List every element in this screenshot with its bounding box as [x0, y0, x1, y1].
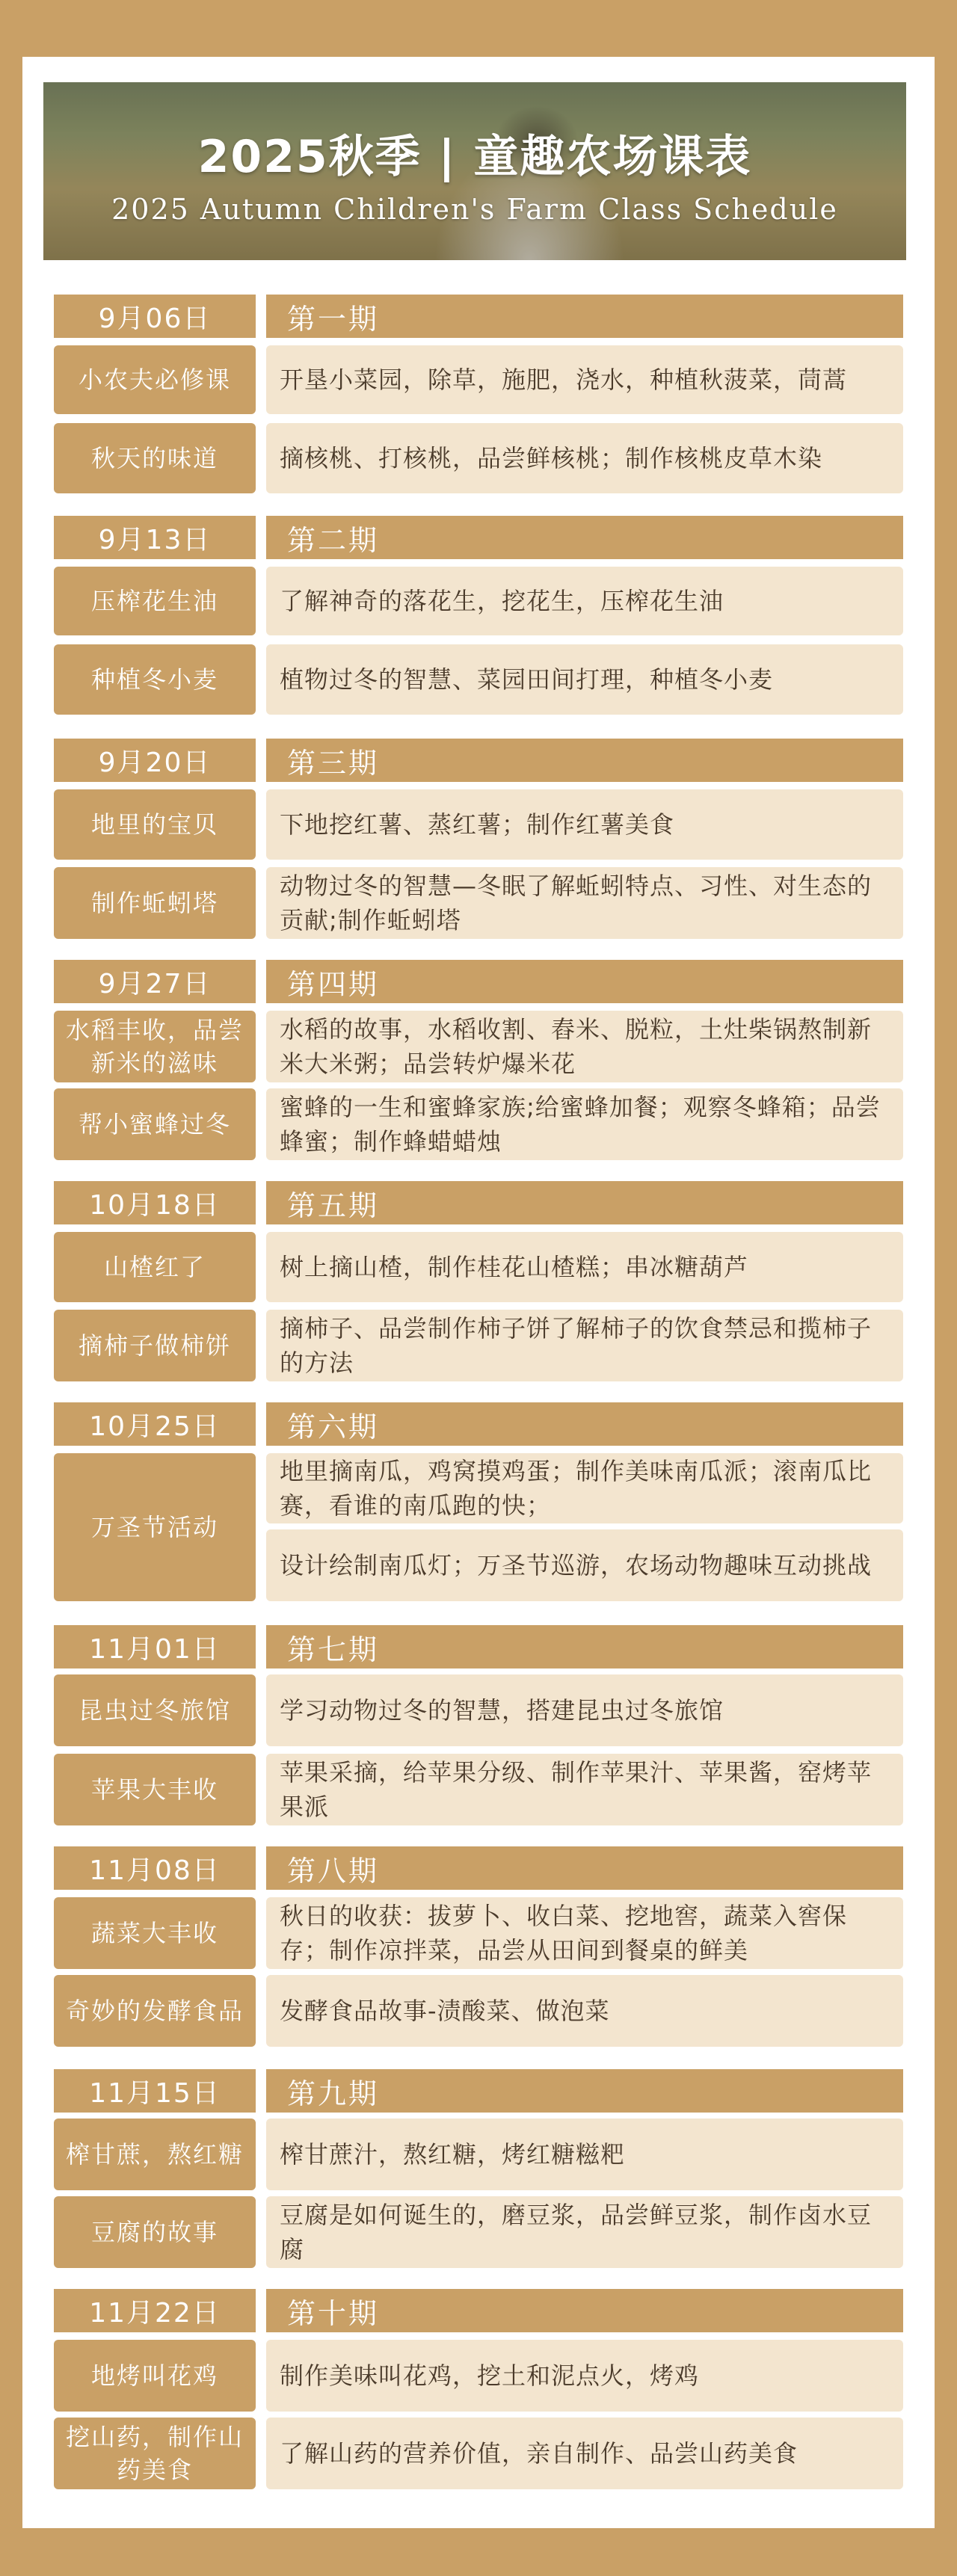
session-period: 第六期 [266, 1402, 903, 1446]
session-period: 第十期 [266, 2289, 903, 2332]
session-date: 11月01日 [54, 1625, 256, 1668]
class-name: 摘柿子做柿饼 [54, 1310, 256, 1381]
class-description: 了解山药的营养价值，亲自制作、品尝山药美食 [266, 2418, 903, 2489]
class-name: 小农夫必修课 [54, 345, 256, 414]
class-description: 豆腐是如何诞生的，磨豆浆，品尝鲜豆浆，制作卤水豆腐 [266, 2196, 903, 2268]
class-name: 地里的宝贝 [54, 789, 256, 860]
class-name: 水稻丰收，品尝新米的滋味 [54, 1011, 256, 1082]
class-name: 山楂红了 [54, 1232, 256, 1302]
page-title: 2025秋季 | 童趣农场课表 [197, 131, 752, 183]
session-date: 9月06日 [54, 295, 256, 338]
class-name: 奇妙的发酵食品 [54, 1975, 256, 2047]
class-name: 豆腐的故事 [54, 2196, 256, 2268]
class-description: 摘核桃、打核桃，品尝鲜核桃；制作核桃皮草木染 [266, 423, 903, 493]
page-subtitle: 2025 Autumn Children's Farm Class Schedule [111, 193, 838, 226]
session-date: 9月20日 [54, 739, 256, 782]
class-description: 榨甘蔗汁，熬红糖，烤红糖糍粑 [266, 2119, 903, 2190]
session-date: 10月18日 [54, 1181, 256, 1224]
class-name: 昆虫过冬旅馆 [54, 1674, 256, 1746]
class-description: 开垦小菜园，除草，施肥，浇水，种植秋菠菜，茼蒿 [266, 345, 903, 414]
class-name: 挖山药，制作山药美食 [54, 2418, 256, 2489]
class-name: 压榨花生油 [54, 567, 256, 635]
class-description: 下地挖红薯、蒸红薯；制作红薯美食 [266, 789, 903, 860]
class-name: 地烤叫花鸡 [54, 2340, 256, 2412]
class-description: 设计绘制南瓜灯；万圣节巡游，农场动物趣味互动挑战 [266, 1529, 903, 1601]
session-period: 第七期 [266, 1625, 903, 1668]
session-period: 第九期 [266, 2069, 903, 2113]
class-description: 植物过冬的智慧、菜园田间打理，种植冬小麦 [266, 644, 903, 715]
class-name: 苹果大丰收 [54, 1754, 256, 1825]
session-period: 第一期 [266, 295, 903, 338]
session-date: 11月22日 [54, 2289, 256, 2332]
class-description: 水稻的故事，水稻收割、舂米、脱粒，土灶柴锅熬制新米大米粥；品尝转炉爆米花 [266, 1011, 903, 1082]
class-description: 制作美味叫花鸡，挖土和泥点火，烤鸡 [266, 2340, 903, 2412]
class-name: 制作蚯蚓塔 [54, 867, 256, 939]
class-description: 动物过冬的智慧—冬眠了解蚯蚓特点、习性、对生态的贡献;制作蚯蚓塔 [266, 867, 903, 939]
class-description: 了解神奇的落花生，挖花生，压榨花生油 [266, 567, 903, 635]
session-period: 第八期 [266, 1846, 903, 1890]
class-description: 发酵食品故事-渍酸菜、做泡菜 [266, 1975, 903, 2047]
class-description: 摘柿子、品尝制作柿子饼了解柿子的饮食禁忌和揽柿子的方法 [266, 1310, 903, 1381]
session-period: 第二期 [266, 516, 903, 559]
class-description: 学习动物过冬的智慧，搭建昆虫过冬旅馆 [266, 1674, 903, 1746]
session-date: 11月15日 [54, 2069, 256, 2113]
session-date: 9月27日 [54, 960, 256, 1003]
session-period: 第五期 [266, 1181, 903, 1224]
class-description: 苹果采摘，给苹果分级、制作苹果汁、苹果酱，窑烤苹果派 [266, 1754, 903, 1825]
class-name: 榨甘蔗，熬红糖 [54, 2119, 256, 2190]
class-description: 树上摘山楂，制作桂花山楂糕；串冰糖葫芦 [266, 1232, 903, 1302]
class-description: 秋日的收获：拔萝卜、收白菜、挖地窖，蔬菜入窖保存；制作凉拌菜，品尝从田间到餐桌的鲜美 [266, 1897, 903, 1969]
session-date: 9月13日 [54, 516, 256, 559]
session-date: 10月25日 [54, 1402, 256, 1446]
class-name: 万圣节活动 [54, 1453, 256, 1601]
session-date: 11月08日 [54, 1846, 256, 1890]
class-description: 地里摘南瓜，鸡窝摸鸡蛋；制作美味南瓜派；滚南瓜比赛，看谁的南瓜跑的快； [266, 1453, 903, 1523]
class-description: 蜜蜂的一生和蜜蜂家族;给蜜蜂加餐；观察冬蜂箱；品尝蜂蜜；制作蜂蜡蜡烛 [266, 1088, 903, 1160]
class-name: 蔬菜大丰收 [54, 1897, 256, 1969]
class-name: 种植冬小麦 [54, 644, 256, 715]
session-period: 第三期 [266, 739, 903, 782]
class-name: 秋天的味道 [54, 423, 256, 493]
class-name: 帮小蜜蜂过冬 [54, 1088, 256, 1160]
session-period: 第四期 [266, 960, 903, 1003]
